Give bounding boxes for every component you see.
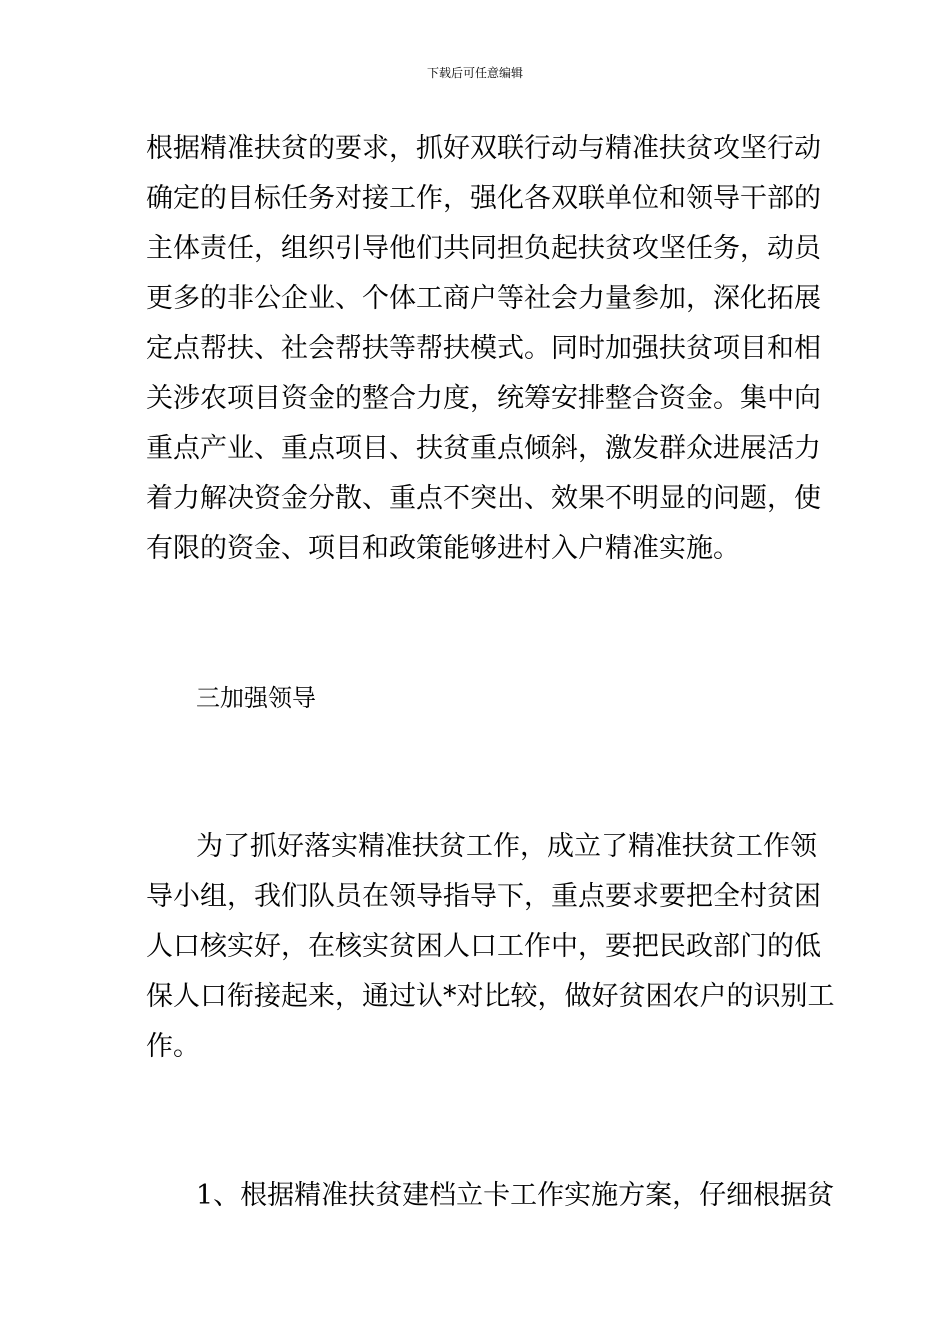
paragraph-1-line-2: 确定的目标任务对接工作，强化各双联单位和领导干部的 xyxy=(146,183,821,214)
paragraph-2-line-3: 人口核实好，在核实贫困人口工作中，要把民政部门的低 xyxy=(146,931,821,962)
paragraph-2-line-2: 导小组，我们队员在领导指导下，重点要求要把全村贫困 xyxy=(146,881,821,912)
section-heading: 三加强领导 xyxy=(196,684,316,712)
paragraph-2-line-5: 作。 xyxy=(146,1031,200,1062)
paragraph-1-line-5: 定点帮扶、社会帮扶等帮扶模式。同时加强扶贫项目和相 xyxy=(146,333,821,364)
page-header-note: 下载后可任意编辑 xyxy=(426,66,523,80)
paragraph-2-line-1: 为了抓好落实精准扶贫工作，成立了精准扶贫工作领 xyxy=(196,831,817,862)
paragraph-2-line-4: 保人口衔接起来，通过认*对比较，做好贫困农户的识别工 xyxy=(146,981,835,1012)
paragraph-1-line-4: 更多的非公企业、个体工商户等社会力量参加，深化拓展 xyxy=(146,283,821,314)
paragraph-1-line-9: 有限的资金、项目和政策能够进村入户精准实施。 xyxy=(146,533,740,564)
paragraph-3-line-1: 1、根据精准扶贫建档立卡工作实施方案，仔细根据贫 xyxy=(196,1180,835,1211)
paragraph-1-line-3: 主体责任，组织引导他们共同担负起扶贫攻坚任务，动员 xyxy=(146,233,821,264)
paragraph-1-line-6: 关涉农项目资金的整合力度，统筹安排整合资金。集中向 xyxy=(146,383,821,414)
paragraph-1-line-7: 重点产业、重点项目、扶贫重点倾斜，激发群众进展活力 xyxy=(146,433,821,464)
paragraph-1-line-8: 着力解决资金分散、重点不突出、效果不明显的问题，使 xyxy=(146,483,821,514)
paragraph-1-line-1: 根据精准扶贫的要求，抓好双联行动与精准扶贫攻坚行动 xyxy=(146,133,821,164)
